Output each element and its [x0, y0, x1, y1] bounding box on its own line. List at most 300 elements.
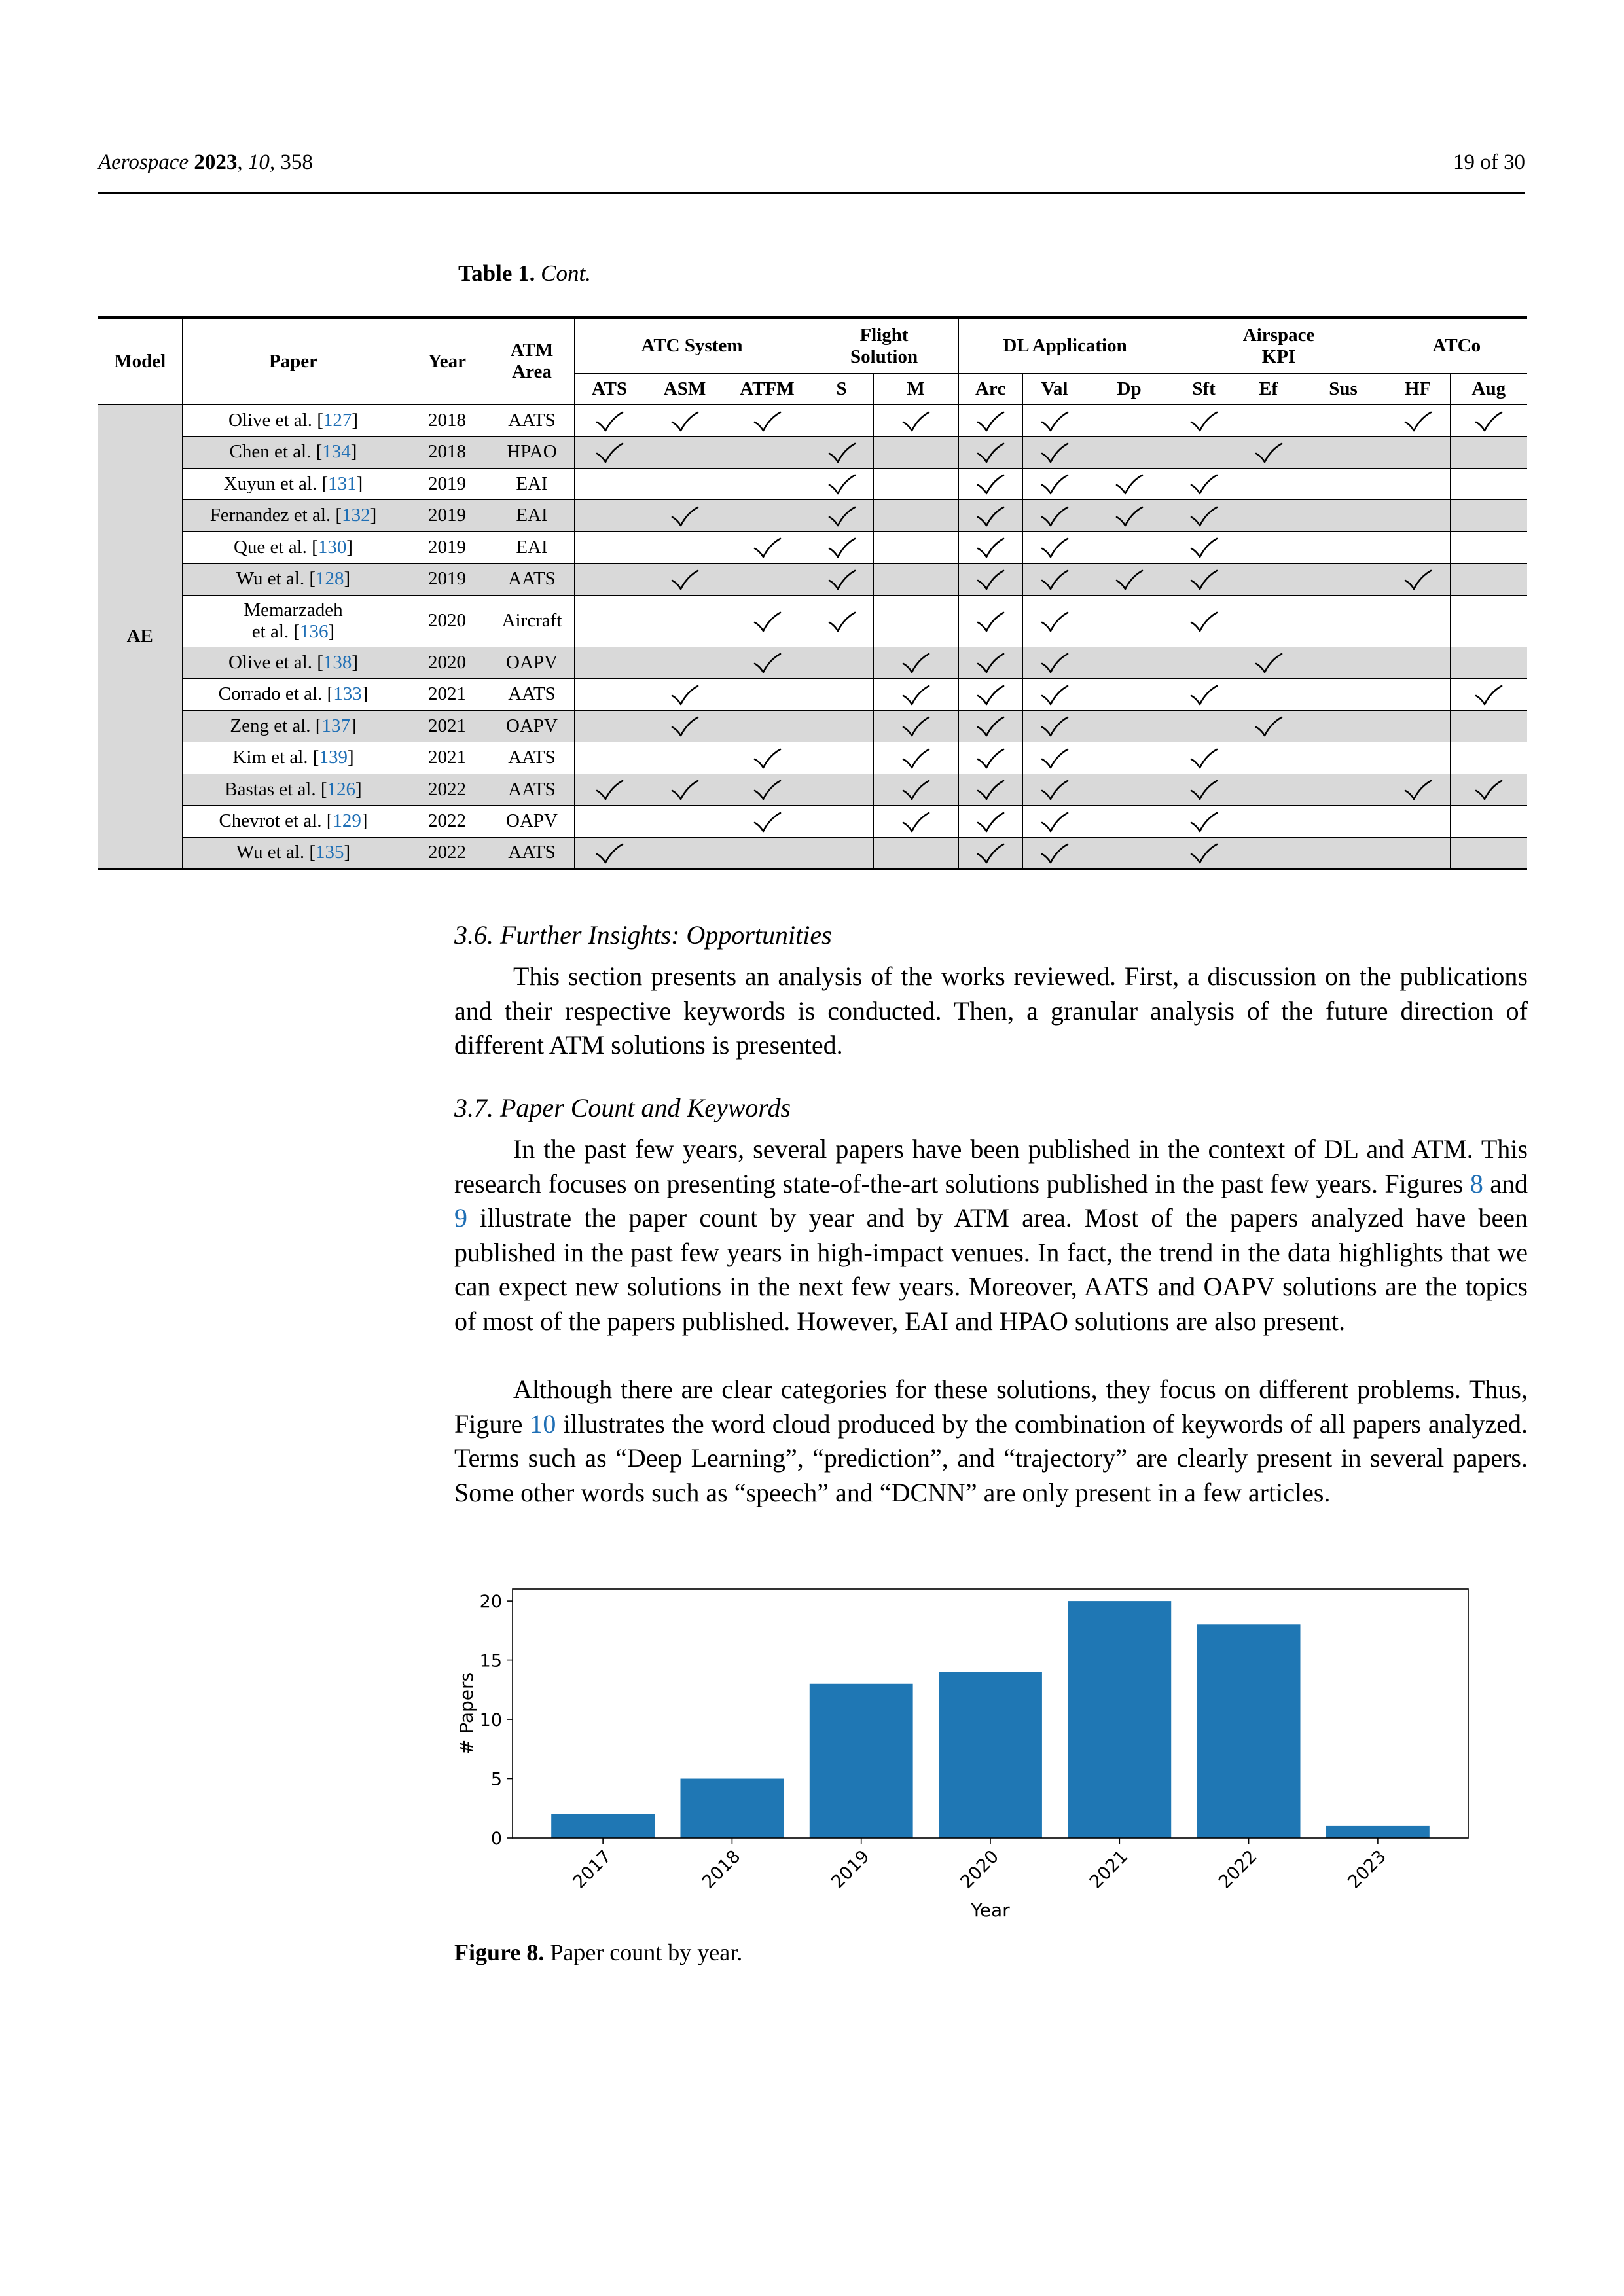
cell-ef [1236, 404, 1301, 437]
cell-arc [958, 774, 1022, 806]
check-icon [1040, 442, 1069, 463]
cell-ef [1236, 742, 1301, 774]
cell-hf [1386, 679, 1450, 711]
check-icon [1254, 716, 1283, 737]
check-icon [753, 411, 782, 432]
cell-s [810, 806, 873, 838]
y-axis-label: # Papers [456, 1672, 477, 1755]
cell-sus [1301, 679, 1386, 711]
cell-m [873, 837, 958, 869]
cell-s [810, 500, 873, 532]
atm-area-cell: EAI [490, 531, 574, 564]
cell-asm [645, 468, 725, 500]
header-atm-area: ATM Area [490, 317, 574, 404]
check-icon [976, 843, 1005, 864]
y-tick-label: 20 [479, 1592, 502, 1613]
cell-m [873, 774, 958, 806]
cell-ef [1236, 564, 1301, 596]
model-cell: AE [98, 404, 182, 869]
cell-hf [1386, 710, 1450, 742]
review-table [98, 316, 1527, 870]
section-3-7-paragraph-1: In the past few years, several papers have been published in the context of DL and ATM. This research focuses on presenting state-of-the-art solutions published in the past few years. Figures 8 and 9 illustrate the paper count by year and by ATM area. Most of the papers analyzed have been published in the past few years in high-impact venues. In fact, the trend in the data highlights that we can expect new solutions in the next few years. Moreover, AATS and OAPV solutions are the topics of most of the papers published. However, EAI and HPAO solutions are also present. [454, 1134, 1528, 1336]
check-icon [827, 537, 856, 558]
year-cell: 2022 [405, 806, 490, 838]
table-caption: Table 1. Cont. [458, 260, 591, 286]
cell-arc [958, 468, 1022, 500]
cell-aug [1450, 710, 1527, 742]
reference-link[interactable]: 134 [322, 441, 351, 463]
year-cell: 2019 [405, 564, 490, 596]
paper-cell: Que et al. [130] [182, 531, 405, 564]
year-cell: 2019 [405, 531, 490, 564]
cell-aug [1450, 647, 1527, 679]
subheader-dp: Dp [1087, 374, 1172, 405]
section-3-6-paragraph: This section presents an analysis of the works reviewed. First, a discussion on the publications and their respective keywords is conducted. Then, a granular analysis of the future direction of different ATM solutions is presented. [454, 961, 1528, 1060]
paper-cell: Memarzadeh et al. [136] [182, 595, 405, 647]
check-icon [827, 611, 856, 632]
cell-s [810, 742, 873, 774]
subheader-atfm: ATFM [725, 374, 810, 405]
cell-arc [958, 500, 1022, 532]
cell-s [810, 647, 873, 679]
reference-link[interactable]: 132 [342, 505, 370, 526]
cell-ef [1236, 806, 1301, 838]
cell-atfm [725, 710, 810, 742]
year-cell: 2020 [405, 595, 490, 647]
check-icon [1189, 537, 1218, 558]
cell-aug [1450, 564, 1527, 596]
check-icon [901, 812, 930, 833]
check-icon [1189, 411, 1218, 432]
year-cell: 2021 [405, 679, 490, 711]
cell-aug [1450, 468, 1527, 500]
check-icon [827, 506, 856, 527]
subheader-aug: Aug [1450, 374, 1527, 405]
cell-sft [1172, 837, 1236, 869]
page-number: 19 of 30 [1453, 151, 1525, 174]
cell-ats [574, 837, 645, 869]
cell-asm [645, 531, 725, 564]
check-icon [753, 653, 782, 673]
cell-asm [645, 837, 725, 869]
cell-ats [574, 806, 645, 838]
cell-val [1022, 679, 1087, 711]
cell-atfm [725, 437, 810, 469]
check-icon [670, 780, 699, 800]
check-icon [1403, 569, 1432, 590]
cell-ats [574, 531, 645, 564]
cell-s [810, 468, 873, 500]
check-icon [1040, 653, 1069, 673]
cell-atfm [725, 468, 810, 500]
check-icon [976, 812, 1005, 833]
cell-ats [574, 774, 645, 806]
cell-arc [958, 437, 1022, 469]
check-icon [753, 748, 782, 769]
reference-link[interactable]: 126 [327, 778, 356, 800]
cell-hf [1386, 806, 1450, 838]
year-cell: 2019 [405, 468, 490, 500]
cell-atfm [725, 500, 810, 532]
table-row [98, 679, 1527, 711]
cell-s [810, 564, 873, 596]
reference-link[interactable]: 138 [323, 651, 352, 673]
cell-asm [645, 710, 725, 742]
cell-asm [645, 437, 725, 469]
cell-val [1022, 710, 1087, 742]
atm-area-cell: AATS [490, 837, 574, 869]
table-row [98, 468, 1527, 500]
check-icon [670, 506, 699, 527]
cell-sus [1301, 837, 1386, 869]
year-cell: 2022 [405, 837, 490, 869]
check-icon [827, 442, 856, 463]
table-body [98, 404, 1527, 869]
cell-hf [1386, 595, 1450, 647]
check-icon [1040, 411, 1069, 432]
cell-sus [1301, 774, 1386, 806]
check-icon [1189, 685, 1218, 706]
paper-cell: Chen et al. [134] [182, 437, 405, 469]
cell-m [873, 710, 958, 742]
cell-m [873, 679, 958, 711]
cell-atfm [725, 742, 810, 774]
header-model: Model [98, 317, 182, 404]
check-icon [753, 537, 782, 558]
reference-link[interactable]: 130 [317, 536, 347, 558]
check-icon [827, 474, 856, 495]
cell-sft [1172, 595, 1236, 647]
cell-asm [645, 742, 725, 774]
check-icon [753, 611, 782, 632]
check-icon [901, 653, 930, 673]
table-row [98, 647, 1527, 679]
cell-s [810, 774, 873, 806]
header-atc-system: ATC System [574, 317, 810, 374]
cell-dp [1087, 806, 1172, 838]
cell-sft [1172, 404, 1236, 437]
cell-s [810, 837, 873, 869]
header-flight-solution: Flight Solution [810, 317, 958, 374]
cell-ef [1236, 679, 1301, 711]
check-icon [1189, 748, 1218, 769]
check-icon [1403, 411, 1432, 432]
check-icon [976, 411, 1005, 432]
reference-link[interactable]: 136 [300, 620, 329, 642]
cell-ats [574, 564, 645, 596]
cell-sus [1301, 468, 1386, 500]
check-icon [901, 780, 930, 800]
cell-dp [1087, 531, 1172, 564]
cell-aug [1450, 837, 1527, 869]
cell-hf [1386, 437, 1450, 469]
section-heading-3-6: 3.6. Further Insights: Opportunities [454, 920, 832, 950]
cell-ef [1236, 647, 1301, 679]
cell-atfm [725, 647, 810, 679]
cell-m [873, 500, 958, 532]
reference-link[interactable]: 135 [316, 842, 344, 863]
cell-s [810, 437, 873, 469]
subheader-arc: Arc [958, 374, 1022, 405]
reference-link[interactable]: 133 [333, 683, 362, 705]
cell-s [810, 404, 873, 437]
cell-aug [1450, 806, 1527, 838]
cell-asm [645, 595, 725, 647]
cell-sus [1301, 647, 1386, 679]
header-paper: Paper [182, 317, 405, 404]
cell-val [1022, 837, 1087, 869]
cell-val [1022, 531, 1087, 564]
check-icon [1474, 685, 1503, 706]
check-icon [1040, 685, 1069, 706]
paper-cell: Zeng et al. [137] [182, 710, 405, 742]
cell-atfm [725, 404, 810, 437]
cell-ef [1236, 437, 1301, 469]
cell-sus [1301, 437, 1386, 469]
check-icon [976, 685, 1005, 706]
subheader-s: S [810, 374, 873, 405]
cell-aug [1450, 595, 1527, 647]
year-cell: 2021 [405, 742, 490, 774]
table-row [98, 595, 1527, 647]
y-tick-label: 15 [479, 1651, 502, 1672]
cell-hf [1386, 404, 1450, 437]
check-icon [1040, 611, 1069, 632]
cell-dp [1087, 710, 1172, 742]
cell-aug [1450, 531, 1527, 564]
cell-sus [1301, 742, 1386, 774]
cell-asm [645, 564, 725, 596]
journal-citation: Aerospace 2023, 10, 358 [98, 151, 313, 174]
cell-sus [1301, 500, 1386, 532]
header-airspace-kpi: Airspace KPI [1172, 317, 1386, 374]
header-year: Year [405, 317, 490, 404]
cell-s [810, 531, 873, 564]
check-icon [1189, 569, 1218, 590]
cell-ef [1236, 531, 1301, 564]
check-icon [976, 748, 1005, 769]
reference-link[interactable]: 127 [323, 409, 352, 431]
check-icon [595, 411, 624, 432]
check-icon [1115, 506, 1144, 527]
cell-atfm [725, 531, 810, 564]
atm-area-cell: AATS [490, 742, 574, 774]
cell-s [810, 679, 873, 711]
paper-cell: Olive et al. [138] [182, 647, 405, 679]
check-icon [901, 685, 930, 706]
subheader-m: M [873, 374, 958, 405]
cell-arc [958, 404, 1022, 437]
paper-cell: Fernandez et al. [132] [182, 500, 405, 532]
cell-sft [1172, 531, 1236, 564]
cell-aug [1450, 500, 1527, 532]
x-tick-label: 2020 [956, 1846, 1003, 1893]
check-icon [901, 716, 930, 737]
figure-9-link[interactable]: 9 [454, 1203, 467, 1232]
year-cell: 2021 [405, 710, 490, 742]
cell-arc [958, 837, 1022, 869]
cell-val [1022, 500, 1087, 532]
check-icon [670, 411, 699, 432]
table-row [98, 531, 1527, 564]
table-row [98, 404, 1527, 437]
cell-ats [574, 468, 645, 500]
cell-s [810, 595, 873, 647]
check-icon [1189, 506, 1218, 527]
cell-atfm [725, 679, 810, 711]
cell-aug [1450, 774, 1527, 806]
check-icon [1115, 569, 1144, 590]
cell-val [1022, 647, 1087, 679]
check-icon [595, 843, 624, 864]
cell-sft [1172, 437, 1236, 469]
cell-sft [1172, 806, 1236, 838]
reference-link[interactable]: 139 [319, 747, 348, 768]
cell-dp [1087, 564, 1172, 596]
check-icon [976, 569, 1005, 590]
cell-sft [1172, 774, 1236, 806]
check-icon [1040, 506, 1069, 527]
check-icon [1474, 780, 1503, 800]
figure-10-link[interactable]: 10 [530, 1408, 556, 1439]
atm-area-cell: OAPV [490, 710, 574, 742]
paper-cell: Wu et al. [135] [182, 837, 405, 869]
cell-asm [645, 404, 725, 437]
cell-ats [574, 437, 645, 469]
cell-ats [574, 595, 645, 647]
reference-link[interactable]: 129 [333, 810, 361, 832]
x-tick-label: 2023 [1344, 1846, 1390, 1893]
paper-cell: Chevrot et al. [129] [182, 806, 405, 838]
running-header [98, 151, 1525, 183]
cell-aug [1450, 437, 1527, 469]
cell-aug [1450, 679, 1527, 711]
check-icon [1040, 474, 1069, 495]
check-icon [1040, 716, 1069, 737]
paper-cell: Kim et al. [139] [182, 742, 405, 774]
cell-asm [645, 774, 725, 806]
cell-ef [1236, 710, 1301, 742]
atm-area-cell: AATS [490, 679, 574, 711]
check-icon [1040, 537, 1069, 558]
cell-m [873, 806, 958, 838]
x-tick-label: 2017 [569, 1846, 616, 1893]
cell-hf [1386, 468, 1450, 500]
check-icon [976, 716, 1005, 737]
table-row [98, 742, 1527, 774]
cell-ats [574, 647, 645, 679]
check-icon [901, 411, 930, 432]
cell-hf [1386, 531, 1450, 564]
cell-dp [1087, 774, 1172, 806]
year-cell: 2018 [405, 404, 490, 437]
cell-asm [645, 806, 725, 838]
table-row [98, 774, 1527, 806]
cell-atfm [725, 837, 810, 869]
cell-atfm [725, 774, 810, 806]
cell-atfm [725, 564, 810, 596]
check-icon [976, 442, 1005, 463]
header-dl-application: DL Application [958, 317, 1172, 374]
reference-link[interactable]: 128 [316, 568, 344, 590]
paper-cell: Bastas et al. [126] [182, 774, 405, 806]
cell-sft [1172, 564, 1236, 596]
cell-aug [1450, 404, 1527, 437]
check-icon [1189, 474, 1218, 495]
table-row [98, 710, 1527, 742]
cell-hf [1386, 837, 1450, 869]
check-icon [976, 653, 1005, 673]
check-icon [1040, 780, 1069, 800]
cell-sft [1172, 500, 1236, 532]
cell-m [873, 468, 958, 500]
header-rule [98, 192, 1525, 194]
year-cell: 2019 [405, 500, 490, 532]
cell-ef [1236, 595, 1301, 647]
cell-sus [1301, 404, 1386, 437]
reference-link[interactable]: 131 [328, 473, 357, 494]
y-tick-label: 10 [479, 1710, 502, 1731]
paper-cell: Olive et al. [127] [182, 404, 405, 437]
cell-val [1022, 595, 1087, 647]
cell-hf [1386, 500, 1450, 532]
paper-cell: Wu et al. [128] [182, 564, 405, 596]
cell-ef [1236, 500, 1301, 532]
subheader-ats: ATS [574, 374, 645, 405]
atm-area-cell: Aircraft [490, 595, 574, 647]
cell-arc [958, 564, 1022, 596]
cell-aug [1450, 742, 1527, 774]
cell-ef [1236, 837, 1301, 869]
atm-area-cell: HPAO [490, 437, 574, 469]
bar-2021 [1068, 1601, 1171, 1838]
bar-2020 [939, 1672, 1042, 1838]
check-icon [1189, 843, 1218, 864]
y-tick-label: 5 [490, 1769, 502, 1790]
cell-m [873, 531, 958, 564]
atm-area-cell: OAPV [490, 806, 574, 838]
figure-8-link[interactable]: 8 [1470, 1168, 1483, 1198]
check-icon [670, 716, 699, 737]
cell-ats [574, 710, 645, 742]
section-3-7-paragraph-2: Although there are clear categories for these solutions, they focus on different problems. Thus, Figure 10 illustrates the word cloud produced by the combination of keywords of all papers analyzed. Terms such as “Deep Learning”, “prediction”, and “trajectory” are clearly present in several papers. Some other words such as “speech” and “DCNN” are only present in a few articles. [454, 1374, 1528, 1507]
cell-hf [1386, 564, 1450, 596]
cell-dp [1087, 679, 1172, 711]
paper-cell: Corrado et al. [133] [182, 679, 405, 711]
cell-arc [958, 806, 1022, 838]
reference-link[interactable]: 137 [321, 715, 350, 736]
cell-m [873, 564, 958, 596]
cell-m [873, 595, 958, 647]
cell-val [1022, 468, 1087, 500]
cell-m [873, 647, 958, 679]
x-tick-label: 2018 [698, 1846, 745, 1893]
atm-area-cell: EAI [490, 468, 574, 500]
cell-sft [1172, 742, 1236, 774]
cell-atfm [725, 595, 810, 647]
cell-arc [958, 647, 1022, 679]
subheader-sft: Sft [1172, 374, 1236, 405]
y-ticks [480, 1592, 513, 1849]
y-tick-label: 0 [490, 1829, 502, 1849]
check-icon [1040, 569, 1069, 590]
check-icon [753, 812, 782, 833]
bar-2022 [1197, 1624, 1301, 1838]
subheader-val: Val [1022, 374, 1087, 405]
atm-area-cell: AATS [490, 774, 574, 806]
check-icon [976, 537, 1005, 558]
header-atco: ATCo [1386, 317, 1527, 374]
